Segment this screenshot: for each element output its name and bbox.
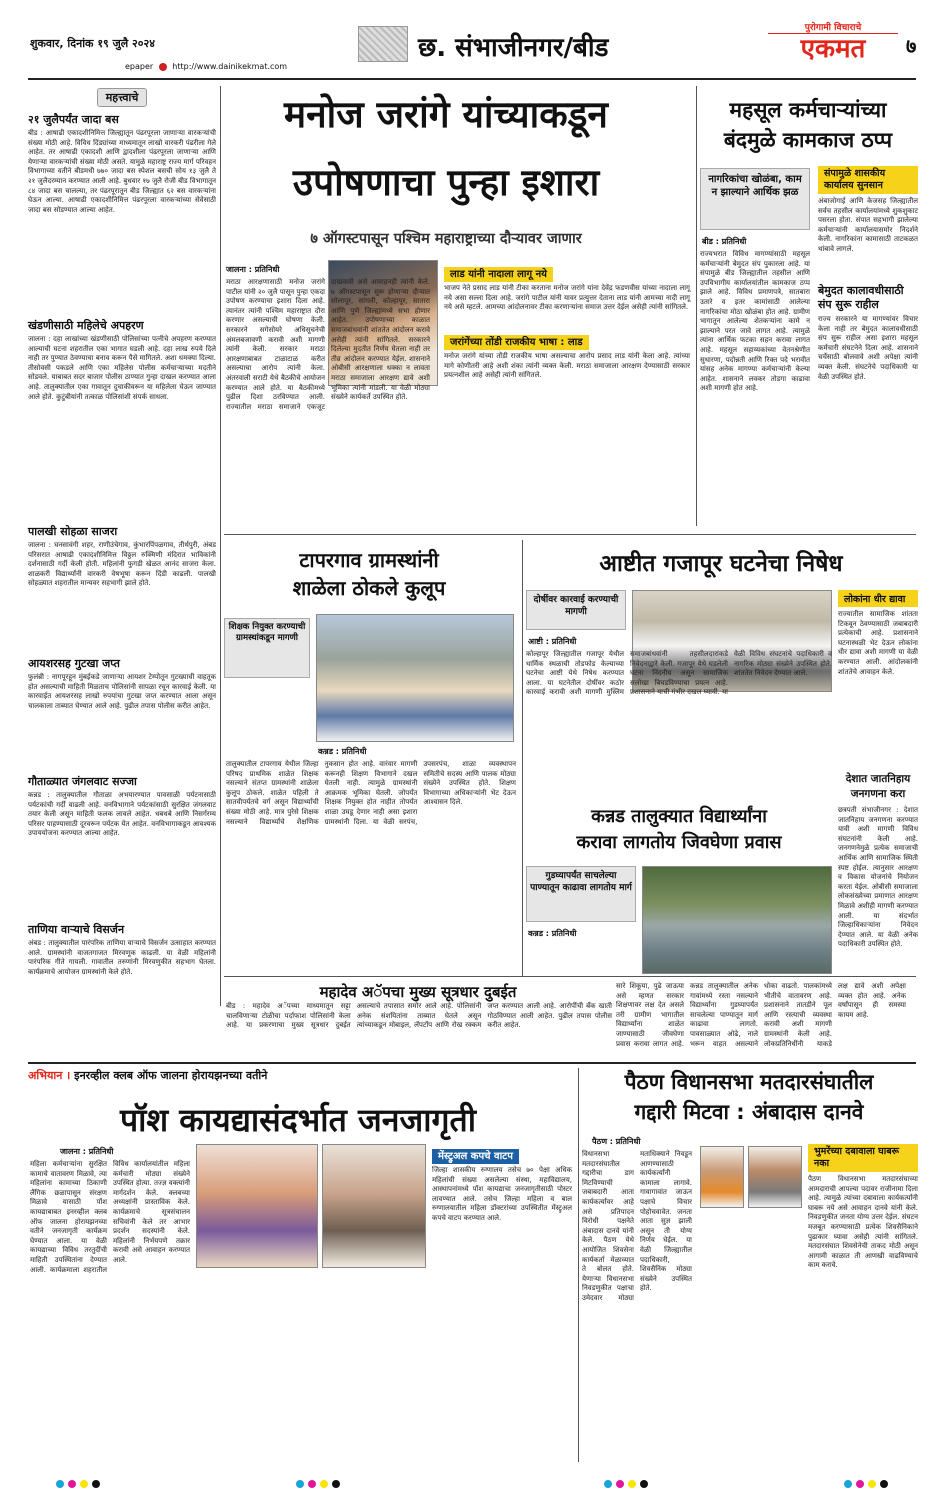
posh-byline: जालना : प्रतिनिधी — [60, 1147, 114, 1156]
lead-text: मराठा आरक्षणासाठी मनोज जरांगे पाटील यांनी २० जुलै पासून पुन्हा एकदा उपोषण करण्याचा इशारा दिला आहे. त्यानंतर त्यांनी पश्चिम महाराष्ट्रात दौरा करणार असल्याची घोषणा केली. सरकारने सगेसोयरे अधिसूचनेची अंमलबजावणी करावी अशी मागणी त्यांनी केली. सरकार मराठा आरक्षणाबाबत टाळाटाळ करीत असल्याचा आरोप त्यांनी केला. अंतरवाली सराटी येथे बैठकीचे आयोजन करण्यात आले होते. या बैठकीमध्ये पुढील दिशा ठरविण्यात आली. राज्यातील मराठा समाजाने एकजूट दाखवावी असे आवाहनही त्यांनी केले. ७ ऑगस्टपासून सुरू होणाऱ्या दौऱ्यात सोलापूर, सांगली, कोल्हापूर, सातारा आणि पुणे जिल्ह्यांमध्ये सभा होणार आहेत. उपोषणाच्या काळात समाजबांधवांनी शांततेत आंदोलन करावे असेही त्यांनी सांगितले. सरकारने दिलेल्या मुदतीत निर्णय घेतला नाही तर तीव्र आंदोलन करण्यात येईल. शासनाने ओबीसी आरक्षणाला धक्का न लावता मराठा समाजाला आरक्षण द्यावे अशी भूमिका त्यांनी मांडली. या वेळी मोठ्या संख्येने कार्यकर्ते उपस्थित होते. — [226, 278, 430, 411]
brand-logo — [768, 20, 898, 66]
left-item-text: जालना : घनसावंगी शहर, राणीउंचेगाव, कुंभारपिंपळगाव, तीर्थपुरी, अंबड परिसरात आषाढी एकादशीनिमित्त विठ्ठल रुक्मिणी मंदिरात भाविकांनी दर्शनासाठी गर्दी केली होती. महिलांनी फुगडी खेळत आनंद साजरा केला. शाळकरी विद्यार्थ्यांनी वारकरी वेषभूषा करून दिंडी काढली. पालखी सोहळ्यात शहरातील मान्यवर सहभागी झाले होते. — [28, 541, 216, 588]
lead-headline-2: उपोषणाचा पुन्हा इशारा — [292, 161, 600, 204]
paithan-byline: पैठण : प्रतिनिधी — [592, 1137, 641, 1146]
revenue-box-2 — [818, 284, 918, 526]
tapargaon-sub — [224, 618, 310, 678]
paithan-text: विधानसभा मतदारसंघातील गद्दारीचा डाग मिटविण्याची जबाबदारी आता कार्यकर्त्यांवर आहे असे प्रतिपादन विरोधी पक्षनेते अंबादास दानवे यांनी केले. पैठण येथे आयोजित शिवसेना कार्यकर्ता मेळाव्यात ते बोलत होते. येणाऱ्या विधानसभा निवडणुकीत पक्षाचा उमेदवार मोठ्या मताधिक्याने निवडून आणण्यासाठी कार्यकर्त्यांनी कामाला लागावे. गावागावांत जाऊन पक्षाचे विचार पोहोचवावेत. जनता आता सुज्ञ झाली असून ती योग्य निर्णय घेईल. या वेळी जिल्ह्यातील पदाधिकारी, शिवसैनिक मोठ्या संख्येने उपस्थित होते. — [582, 1150, 692, 1302]
revenue-headline-1: महसूल कर्मचाऱ्यांच्या — [729, 98, 887, 122]
edition-title: छ. संभाजीनगर/बीड — [418, 33, 609, 63]
kannad-text-start — [526, 944, 612, 1056]
abhiyan-strap-text: इनरव्हील क्लब ऑफ जालना होरायझनच्या वतीने — [74, 1069, 268, 1082]
lead-box-2-text: मनोज जरांगे यांच्या तोंडी राजकीय भाषा असल्याचा आरोप प्रसाद लाड यांनी केला आहे. त्यांच्या मागे कोणीतरी आहे अशी शंका त्यांनी व्यक्त केली. मराठा समाजाला आरक्षण देण्यासाठी सरकार प्रयत्नशील आहे असेही त्यांनी सांगितले. — [444, 352, 690, 380]
paithan-box — [808, 1144, 918, 1460]
revenue-sub-text: नागरिकांचा खोळंबा, काम न झाल्याने आर्थिक झळ — [708, 174, 802, 198]
tapargaon-byline: कन्नड : प्रतिनिधी — [318, 747, 367, 756]
registration-marks — [0, 1474, 945, 1494]
caste-headline: देशात जातनिहाय जनगणना करा — [845, 773, 911, 800]
ashti-text: कोल्हापूर जिल्ह्यातील गजापूर येथील धार्मिक स्थळाची तोडफोड केल्याच्या घटनेचा आष्टी येथे निषेध करण्यात आला. या घटनेतील दोषींवर कठोर कारवाई करावी अशी मागणी मुस्लिम समाजबांधवांनी तहसीलदारांकडे निवेदनाद्वारे केली. गजापूर येथे घडलेली घटना निंदनीय असून सामाजिक सलोखा बिघडविण्याचा प्रयत्न आहे. प्रशासनाने याची गंभीर दखल घ्यावी. या वेळी विविध संघटनांचे पदाधिकारी व नागरिक मोठ्या संख्येने उपस्थित होते. शांततेत निवेदन देण्यात आले. — [526, 650, 832, 697]
tapargaon-sub-text: शिक्षक नियुक्त करण्याची ग्रामस्थांकडून मागणी — [228, 622, 306, 643]
abhiyan-label: अभियान — [28, 1069, 63, 1082]
strap-divider: । — [66, 1069, 75, 1082]
ashti-sub-text: दोषींवर कारवाई करण्याची मागणी — [533, 595, 619, 617]
left-item-2 — [28, 318, 216, 519]
masthead-epaper — [125, 62, 287, 71]
lead-box-2 — [444, 330, 690, 388]
kannad-sub — [526, 866, 636, 922]
left-item-text: अंबड : तालुक्यातील पारंपरिक ताणिया वाऱ्याचे विसर्जन उत्साहात करण्यात आले. ग्रामस्थांनी वाजतगाजत मिरवणूक काढली. या वेळी महिलांनी पारंपरिक गीते गायली. गावातील तरुणांनी मिरवणुकीत सहभाग घेतला. कार्यक्रमाचे आयोजन ग्रामस्थांनी केले होते. — [28, 939, 216, 976]
lead-byline: जालना : प्रतिनिधी — [226, 265, 280, 274]
revenue-byline: बीड : प्रतिनिधी — [702, 237, 747, 246]
posh-text-continued — [196, 1276, 428, 1460]
posh-photo-2 — [322, 1144, 426, 1268]
epaper-label: epaper — [125, 62, 154, 71]
revenue-box-1-title: संपामुळे शासकीय कार्यालय सुनसान — [818, 166, 918, 194]
masthead-date: शुकवार, दिनांक १९ जुलै २०२४ — [30, 37, 155, 50]
lead-subhead: ७ ऑगस्टपासून पश्चिम महाराष्ट्राच्या दौऱ्यावर जाणार — [310, 231, 582, 247]
lead-headline-1: मनोज जरांगे यांच्याकडून — [284, 93, 608, 136]
brand-tagline: पुरोगामी विचाराचे — [768, 20, 898, 34]
left-item-4 — [28, 656, 216, 769]
lead-box-1-text: भाजप नेते प्रसाद लाड यांनी टीका करताना मनोज जरांगे यांना देवेंद्र फडणवीस यांच्या नादाला लागू नये असा सल्ला दिला आहे. जरांगे पाटील यांनी यावर प्रत्युत्तर देताना लाड यांनी आमच्या नादी लागू नये असे म्हटले. आमच्या आंदोलनावर टीका करणाऱ्यांना समाज उत्तर देईल असेही त्यांनी सांगितले. — [444, 284, 690, 312]
masthead — [0, 0, 945, 82]
bhumre-photo — [748, 1146, 802, 1208]
abhiyan-strap — [28, 1068, 568, 1086]
site-link[interactable]: http://www.dainikekmat.com — [172, 62, 288, 71]
revenue-box-2-title: बेमुदत कालावधीसाठी संप सुरू राहील — [818, 284, 904, 311]
mahadev-headline: महादेव अॅपचा मुख्य सूत्रधार दुबईत — [319, 983, 517, 1001]
edition-emblem — [358, 26, 408, 62]
ashti-box-title: लोकांना धीर द्यावा — [838, 590, 918, 607]
kannad-byline: कन्नड : प्रतिनिधी — [528, 929, 577, 938]
posh-box-continued — [432, 1270, 572, 1460]
posh-box-text: जिल्हा शासकीय रुग्णालय तसेच ७० पेक्षा अधिक महिलांची संख्या असलेल्या संस्था, महाविद्यालय, आस्थापनांमध्ये पॉश कायद्याचा जनजागृतीसाठी पोस्टर लावण्यात आले. तसेच जिल्हा महिला व बाल रुग्णालयातील महिला डॉक्टरांच्या उपस्थितीत मेंस्ट्रुअल कपचे वाटप करण्यात आले. — [432, 1166, 572, 1222]
left-item-title: खंडणीसाठी महिलेचे अपहरण — [28, 319, 144, 332]
kannad-sub-text: गुडघ्यापर्यंत साचलेल्या पाण्यातून काढावा लागतोय मार्ग — [530, 871, 632, 893]
left-item-text: बीड : आषाढी एकादशीनिमित्त जिल्ह्यातून पंढरपूरला जाणाऱ्या वारकऱ्यांची संख्या मोठी आहे. विविध दिंड्यांच्या माध्यमातून लाखो वारकरी पंढरीला गेले आहेत. तर आषाढी एकादशी आणि द्वादशीला पंढरपूरला जाणाऱ्या आणि येणाऱ्या वारकऱ्यांची संख्या मोठी असते. यामुळे महाराष्ट्र राज्य मार्ग परिवहन विभागाच्या वतीने बीडमधी ७७० जादा बस स्पेशल बसची सोय १३ जुलै ते २१ जुलैदरम्यान करण्यात आली आहे. बुधवार १७ जुलै रोजी बीड विभागातून ८४ जादा बस चालल्या, तर पंढरपूरातून बीड जिल्ह्यात ६२ बस वारकऱ्यांना घेऊन आल्या. आषाढी एकादशीनिमित्त पंढरपूरला वारकऱ्यांच्या सेवेसाठी जादा बस सोडण्यात आल्या आहेत. — [28, 129, 216, 214]
left-item-text: जालना : दहा लाखांच्या खंडणीसाठी पोलिसांच्या पत्नीचे अपहरण करण्यात आल्याची घटना शहरातील एका भागात घडली आहे. दहा लाख रुपये दिले नाही तर पुण्यात ठेवण्याचा बनाव करून पैसे मागितले. अशा धमक्या दिल्या. तीसोवसी पकडले आणि एका महिलेस पोलीस कर्मचाऱ्याच्या मदतीने सोडवले. याबाबत सदर बाजार पोलीस ठाण्यात गुन्हा दाखल करण्यात आला आहे. तालुक्यातील एका गावातून दुचाकीवरून या महिलेला घेऊन जाण्यात आले होते. कुटुंबीयांनी तत्काळ पोलिसांशी संपर्क साधला. — [28, 335, 216, 401]
caste-text: छत्रपती संभाजीनगर : देशात जातनिहाय जनगणना करण्यात यावी अशी मागणी विविध संघटनांनी केली आहे. जनगणनेमुळे प्रत्येक समाजाची आर्थिक आणि सामाजिक स्थिती स्पष्ट होईल. त्यानुसार आरक्षण व विकास योजनांचे नियोजन करता येईल. ओबीसी समाजाला लोकसंख्येच्या प्रमाणात आरक्षण मिळावे अशीही मागणी करण्यात आली. या संदर्भात जिल्हाधिकाऱ्यांना निवेदन देण्यात आले. या वेळी अनेक पदाधिकारी उपस्थित होते. — [838, 806, 918, 949]
paithan-text-continued — [700, 1212, 804, 1460]
brand-name: एकमत — [800, 34, 866, 64]
danve-photo — [700, 1146, 744, 1208]
lead-text-continued — [440, 388, 668, 528]
left-item-text: कन्नड : तालुक्यातील गौताळा अभयारण्यात पावसाळी पर्यटनासाठी पर्यटकांची गर्दी वाढली आहे. वनविभागाने पर्यटकांसाठी सुरक्षित जंगलवाट तयार केली असून माहिती फलक लावले आहेत. धबधबे आणि निसर्गरम्य परिसर पाहण्यासाठी दूरवरून पर्यटक येत आहेत. वनविभागाकडून आवश्यक उपाययोजना करण्यात आल्या आहेत. — [28, 791, 216, 838]
ashti-sub — [526, 590, 626, 630]
posh-box-title: मेंस्ट्रुअल कपचे वाटप — [432, 1144, 572, 1163]
color-registration-strip — [0, 1474, 945, 1494]
paithan-headline-1: पैठण विधानसभा मतदारसंघातील — [624, 1070, 874, 1094]
posh-photo-1 — [196, 1144, 318, 1268]
kannad-text: सारे शिकूया, पुढे जाऊया असे म्हणत सरकार शिक्षणावर लक्ष देत असले तरी ग्रामीण भागातील विद्यार्थ्यांना शाळेत जाण्यासाठी जीवघेणा प्रवास करावा लागत आहे. कन्नड तालुक्यातील अनेक गावांमध्ये रस्ता नसल्याने विद्यार्थ्यांना गुडघ्यापर्यंत साचलेल्या पाण्यातून मार्ग काढावा लागतो. पावसाळ्यात ओढे, नाले भरून वाहत असल्याने धोका वाढतो. पालकांमध्ये भीतीचे वातावरण आहे. प्रशासनाने तातडीने पूल आणि रस्त्याची व्यवस्था करावी अशी मागणी ग्रामस्थांनी केली आहे. लोकप्रतिनिधींनी याकडे लक्ष द्यावे अशी अपेक्षा व्यक्त होत आहे. अनेक वर्षांपासून ही समस्या कायम आहे. — [616, 982, 906, 1048]
globe-icon — [159, 63, 167, 71]
ashti-headline: आष्टीत गजापूर घटनेचा निषेध — [599, 551, 843, 577]
posh-box — [432, 1144, 572, 1264]
tapargaon-text: तालुक्यातील टापरगाव येथील जिल्हा परिषद प्राथमिक शाळेत शिक्षक नसल्याने संतप्त ग्रामस्थांनी शाळेला कुलूप ठोकले. शाळेत पहिली ते सातवीपर्यंतचे वर्ग असून विद्यार्थ्यांची संख्या मोठी आहे. मात्र पुरेसे शिक्षक नसल्याने विद्यार्थ्यांचे शैक्षणिक नुकसान होत आहे. वारंवार मागणी करूनही शिक्षण विभागाने दखल घेतली नाही. त्यामुळे ग्रामस्थांनी आक्रमक भूमिका घेतली. जोपर्यंत शिक्षक नियुक्त होत नाहीत तोपर्यंत शाळा उघडू देणार नाही असा इशारा ग्रामस्थांनी दिला. या वेळी सरपंच, उपसरपंच, शाळा व्यवस्थापन समितीचे सदस्य आणि पालक मोठ्या संख्येने उपस्थित होते. शिक्षण विभागाच्या अधिकाऱ्यांनी भेट देऊन आश्वासन दिले. — [226, 760, 516, 826]
left-item-title: पालखी सोहळा साजरा — [28, 525, 118, 538]
revenue-sub — [700, 168, 810, 230]
important-label: महत्त्वाचे — [97, 88, 148, 107]
left-item-text: फुलंब्री : नागपूरहून मुंबईकडे जाणाऱ्या आयशर टेम्पोतून गुटख्याची वाहतूक होत असल्याची माहिती मिळताच पोलिसांनी सापळा रचून कारवाई केली. या कारवाईत आयशरसह लाखो रुपयांचा गुटखा जप्त करण्यात आला असून चालकाला ताब्यात घेण्यात आले आहे. पुढील तपास पोलीस करीत आहेत. — [28, 673, 216, 710]
revenue-text: राज्यभरात विविध मागण्यांसाठी महसूल कर्मचाऱ्यांनी बेमुदत संप पुकारला आहे. या संपामुळे बीड जिल्ह्यातील तहसील आणि उपविभागीय कार्यालयांतील कामकाज ठप्प झाले आहे. विविध प्रमाणपत्रे, सातबारा उतारे व इतर कामांसाठी आलेल्या नागरिकांचा मोठा खोळंबा होत आहे. ग्रामीण भागातून आलेल्या शेतकऱ्यांना कामे न झाल्याने परत जावे लागत आहे. त्यामुळे त्यांना आर्थिक फटका सहन करावा लागत आहे. महसूल सहाय्यकांच्या वेतनश्रेणीत सुधारणा, पदोन्नती आणि रिक्त पदे भरावीत यांसह अनेक मागण्या कर्मचाऱ्यांनी केल्या आहेत. शासनाने लवकर तोडगा काढावा अशी मागणी होत आहे. — [700, 250, 810, 393]
kannad-headline-2: करावा लागतोय जिवघेणा प्रवास — [576, 832, 782, 853]
ashti-byline: आष्टी : प्रतिनिधी — [528, 637, 577, 646]
revenue-headline-2: बंदमुळे कामकाज ठप्प — [723, 128, 893, 152]
left-column-header — [28, 86, 216, 107]
tapargaon-headline-1: टापरगाव ग्रामस्थांनी — [299, 548, 439, 572]
ashti-box — [838, 590, 918, 766]
lead-box-2-title: जरांगेंच्या तोंडी राजकीय भाषा : लाड — [444, 330, 690, 349]
revenue-box-2-text: राज्य सरकारने या मागण्यांवर विचार केला नाही तर बेमुदत कालावधीसाठी संप सुरू राहील असा इशारा महसूल कर्मचारी संघटनेने दिला आहे. शासनाने चर्चेसाठी बोलवावे अशी अपेक्षा त्यांनी व्यक्त केली. संघटनेचे पदाधिकारी या वेळी उपस्थित होते. — [818, 315, 918, 381]
paithan-box-title: भुमरेंच्या दबावाला घाबरू नका — [808, 1144, 918, 1172]
ashti-box-text: राज्यातील सामाजिक शांतता टिकवून ठेवण्यासाठी जबाबदारी प्रत्येकाची आहे. प्रशासनाने घटनास्थळी भेट देऊन लोकांना धीर द्यावा अशी मागणी या वेळी करण्यात आली. आंदोलकांनी शांततेचे आवाहन केले. — [838, 610, 918, 676]
left-item-title: गौताळ्यात जंगलवाट सज्जा — [28, 775, 137, 788]
left-item-6 — [28, 922, 216, 1045]
posh-headline: पॉश कायद्यासंदर्भात जनजागृती — [119, 1101, 477, 1139]
lead-box-1-title: लाड यांनी नादाला लागू नये — [444, 262, 690, 281]
left-item-3 — [28, 524, 216, 651]
tapargaon-headline-2: शाळेला ठोकले कुलूप — [292, 576, 446, 600]
kannad-headline-1: कन्नड तालुक्यात विद्यार्थ्यांना — [591, 806, 767, 827]
left-item-title: २१ जुलैपर्यंत जादा बस — [28, 113, 119, 126]
revenue-box-1 — [818, 166, 918, 276]
left-item-title: आयशरसह गुटखा जप्त — [28, 657, 120, 670]
revenue-box-1-text: अंबाजोगाई आणि केजसह जिल्ह्यातील सर्वच तहसील कार्यालयांमध्ये शुकशुकाट पसरला होता. संपात सहभागी झालेल्या कर्मचाऱ्यांनी कार्यालयासमोर निदर्शने केली. नागरिकांना कामासाठी ताटकळत थांबावे लागले. — [818, 197, 918, 253]
left-item-1 — [28, 112, 216, 313]
paithan-headline-2: गद्दारी मिटवा : अंबादास दानवे — [634, 1100, 864, 1124]
paithan-box-text: पैठण विधानसभा मतदारसंघाच्या आमदाराची आपल्या पदावर राजीनामा दिला आहे. त्यामुळे त्यांच्या दबावाला कार्यकर्त्यांनी घाबरू नये असे आवाहन दानवे यांनी केले. निवडणुकीत जनता योग्य उत्तर देईल. संघटन मजबूत करण्यासाठी प्रत्येक शिवसैनिकाने पुढाकार घ्यावा असेही त्यांनी सांगितले. मतदारसंघात शिवसेनेची ताकद मोठी असून आगामी काळात ती आणखी वाढविण्याचे काम करावे. — [808, 1175, 918, 1270]
mahadev-text: बीड : महादेव अॅपच्या माध्यमातून सट्टा चालविणाऱ्या टोळीचा पर्दाफाश पोलिसांनी केला आहे. या प्रकरणाचा मुख्य सूत्रधार दुबईत असल्याचे तपासात समोर आले आहे. पोलिसांनी अनेक संशयितांना ताब्यात घेतले असून त्यांच्याकडून मोबाइल, लॅपटॉप आणि रोख रक्कम जप्त करण्यात आली आहे. आरोपींची बँक खाती गोठविण्यात आली आहेत. पुढील तपास पोलीस करीत आहेत. — [226, 1002, 612, 1030]
left-item-5 — [28, 774, 216, 917]
kannad-photo — [642, 866, 832, 974]
page-number: ७ — [906, 34, 917, 58]
left-column — [28, 86, 216, 1006]
tapargaon-photo — [316, 614, 514, 742]
posh-text: महिला कर्मचाऱ्यांना सुरक्षित कामाचे वातावरण मिळावे, त्या महिलांना कामाच्या ठिकाणी लैंगिक छळापासून संरक्षण मिळावे यासाठी पॉश कायद्याबाबत इनरव्हील क्लब ऑफ जालना होरायझनच्या वतीने जनजागृती कार्यक्रम घेण्यात आला. या वेळी कायद्याच्या विविध तरतुदींची माहिती उपस्थितांना देण्यात आली. कार्यक्रमाला शहरातील विविध कार्यालयांतील महिला कर्मचारी मोठ्या संख्येने उपस्थित होत्या. तज्ज्ञ वक्त्यांनी मार्गदर्शन केले. क्लबच्या अध्यक्षांनी प्रास्ताविक केले. कार्यक्रमाचे सूत्रसंचालन सचिवांनी केले तर आभार प्रदर्शन सदस्यांनी केले. महिलांनी निर्भयपणे तक्रार करावी असे आवाहन करण्यात आले. — [30, 1160, 190, 1274]
lead-box-1 — [444, 262, 690, 328]
left-item-title: ताणिया वाऱ्याचे विसर्जन — [28, 923, 125, 936]
